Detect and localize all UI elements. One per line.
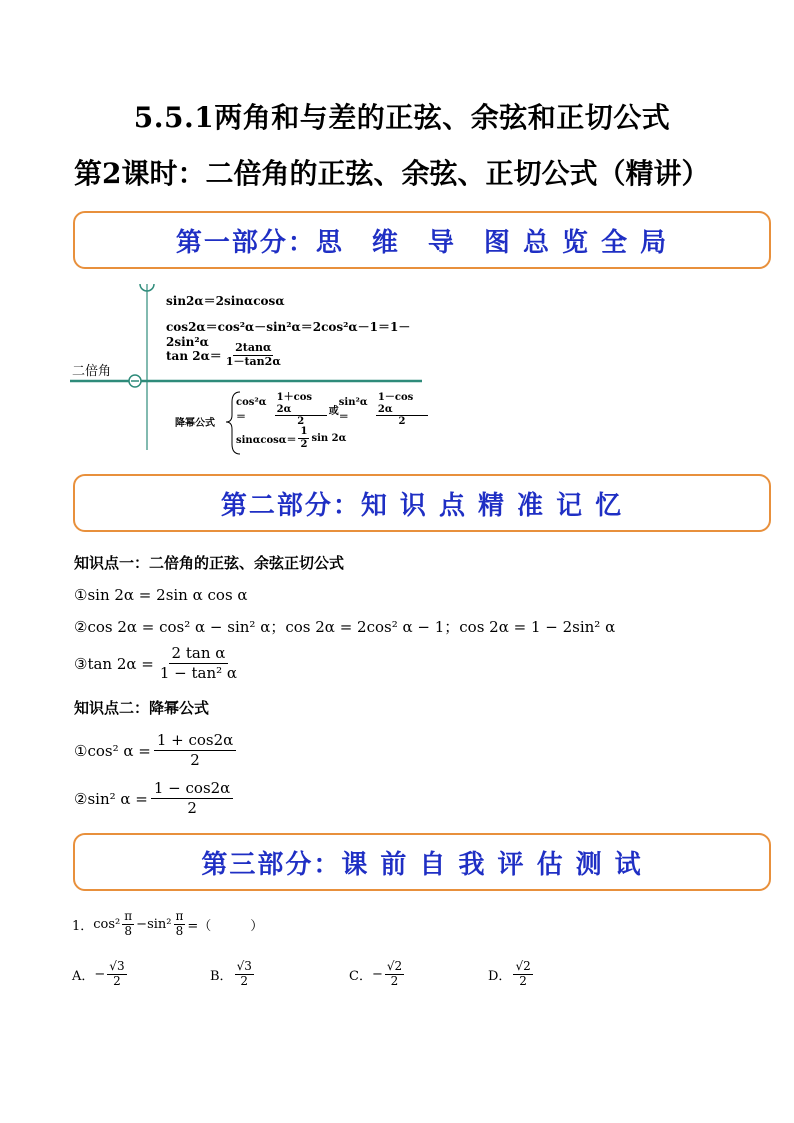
section-banner-label: 第一部分：思 维 导 图 总 览 全 局 (175, 227, 669, 258)
formula-sin-sq (74, 780, 236, 818)
mindmap-cos-sq-num: 1＋cos 2α (275, 392, 327, 416)
mindmap-reduce-label: 降幂公式 (175, 418, 215, 429)
option-letter: D． (488, 968, 512, 984)
mindmap-sin-sq-num: 1－cos 2α (376, 392, 428, 416)
knowledge-point-1: 知识点一：二倍角的正弦、余弦正切公式 (74, 554, 345, 572)
option-d[interactable] (488, 960, 535, 989)
option-num: √2 (515, 959, 531, 973)
formula-sin-sq-lhs: ②sin² α = (74, 789, 148, 808)
option-b[interactable] (210, 960, 256, 989)
mindmap-tan-num: 2tanα (235, 341, 272, 354)
question-number: 1． (72, 918, 94, 934)
option-num: √3 (236, 959, 252, 973)
question-1 (72, 910, 263, 939)
mindmap-sincos-den: 2 (300, 438, 308, 450)
mindmap-sincos-num: 1 (300, 426, 308, 437)
option-letter: C． (349, 968, 372, 984)
question-minus: − (136, 916, 148, 932)
option-sign: − (94, 966, 106, 982)
page-subtitle: 第2课时：二倍角的正弦、余弦、正切公式（精讲） (74, 157, 710, 190)
option-den: 2 (113, 973, 121, 988)
section-banner-2 (73, 474, 771, 532)
question-eight: 8 (175, 923, 184, 938)
formula-tan2a-lhs: ③tan 2α = (74, 654, 154, 673)
question-pi: π (124, 909, 133, 923)
formula-sin-sq-den: 2 (187, 799, 197, 818)
option-den: 2 (390, 973, 399, 988)
formula-sin2a: ①sin 2α = 2sin α cos α (74, 586, 248, 604)
question-cos-sq: cos² (93, 916, 121, 932)
option-num: √3 (109, 959, 125, 973)
section-banner-3 (73, 833, 771, 891)
mindmap-tan-lhs: tan 2α＝ (166, 348, 222, 363)
formula-cos-sq-den: 2 (190, 751, 200, 770)
formula-cos2a-3: cos 2α = 1 − 2sin² α (459, 617, 616, 636)
option-num: √2 (386, 959, 403, 973)
question-answer-blank: =（ ） (187, 918, 264, 934)
mindmap-sincos-lhs: sinαcosα＝ (236, 434, 297, 446)
mindmap-cos2a: cos2α＝cos²α－sin²α＝2cos²α－1＝1－2sin²α (166, 320, 411, 349)
option-letter: A． (72, 968, 95, 984)
mindmap-tan2a (166, 342, 285, 368)
option-c[interactable] (349, 960, 406, 989)
formula-cos-sq-num: 1 + cos2α (154, 732, 236, 751)
formula-tan2a-num: 2 tan α (169, 645, 229, 664)
option-a[interactable] (72, 960, 129, 989)
formula-cos2a (74, 616, 615, 637)
mindmap-sin-sq-den: 2 (398, 416, 406, 427)
mindmap-sincos (236, 426, 346, 450)
separator: ； (444, 618, 460, 636)
section-banner-1 (73, 211, 771, 269)
mindmap-tan-den: 1－tan2α (225, 354, 281, 368)
knowledge-point-2: 知识点二：降幂公式 (74, 699, 210, 717)
mindmap-sin-sq-lhs: sin²α＝ (338, 396, 368, 423)
formula-cos-sq (74, 732, 239, 770)
page-title: 5.5.1两角和与差的正弦、余弦和正切公式 (133, 101, 671, 134)
question-sin-sq: sin² (147, 916, 172, 932)
formula-tan2a-den: 1 − tan² α (159, 664, 238, 683)
question-pi: π (175, 909, 184, 923)
formula-tan2a (74, 645, 243, 683)
mindmap-cos-sq-den: 2 (297, 416, 305, 427)
mindmap-cos-sq-lhs: cos²α＝ (236, 396, 267, 423)
mindmap-sq-formulas (236, 392, 430, 428)
mindmap-sin2a: sin2α＝2sinαcosα (166, 294, 285, 308)
formula-cos2a-2: cos 2α = 2cos² α − 1 (285, 617, 445, 636)
mindmap-sincos-rhs: sin 2α (311, 432, 347, 444)
section-banner-label: 第三部分：课 前 自 我 评 估 测 试 (201, 849, 643, 880)
mind-map (70, 280, 430, 460)
mindmap-root: 二倍角 (72, 364, 112, 379)
mindmap-or: 或 (328, 406, 339, 418)
separator: ； (270, 618, 286, 636)
option-sign: − (371, 966, 383, 982)
question-eight: 8 (124, 923, 133, 938)
section-banner-label: 第二部分：知 识 点 精 准 记 忆 (220, 490, 624, 521)
option-letter: B． (210, 968, 233, 984)
formula-cos-sq-lhs: ①cos² α = (74, 741, 151, 760)
formula-sin-sq-num: 1 − cos2α (151, 780, 233, 799)
option-den: 2 (240, 973, 249, 988)
option-den: 2 (519, 973, 527, 988)
formula-cos2a-1: ②cos 2α = cos² α − sin² α (74, 617, 271, 636)
